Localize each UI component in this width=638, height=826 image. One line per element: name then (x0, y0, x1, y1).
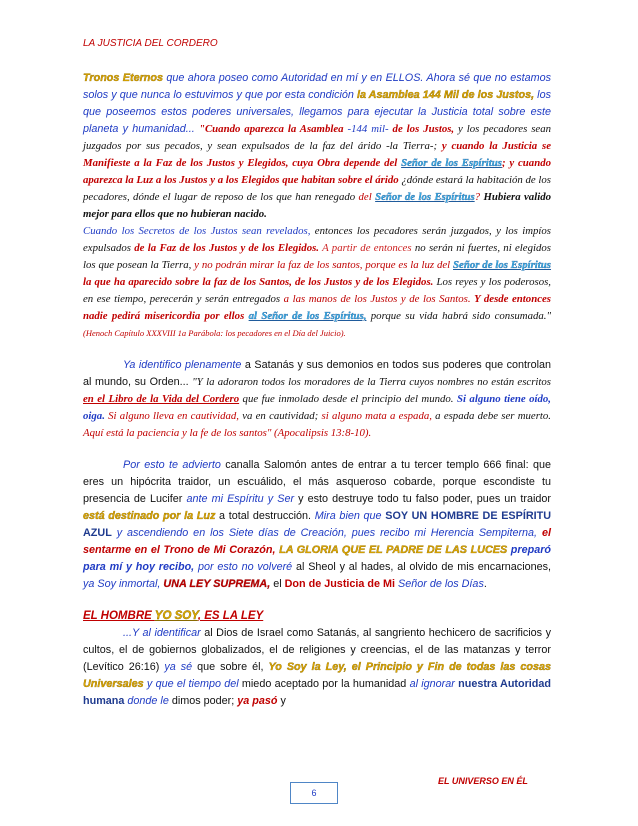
text-span: del (358, 191, 372, 203)
text-span: preparó para mí y hoy recibo, (83, 544, 551, 573)
text-span: LA GLORIA QUE EL PADRE DE LAS LUCES (279, 544, 508, 556)
text-span: al Señor de los Espíritus, (248, 310, 367, 322)
text-span: que sobre él, (192, 661, 269, 673)
text-span: Don de Justicia de Mi (284, 578, 396, 590)
text-span: y los pecadores sean juzgados por sus pecados, y sean expulsados de la faz del árido -la Tierra-; (83, 123, 552, 152)
text-span: el sentarme en el Trono de Mi Corazón, (83, 527, 551, 556)
text-span: porque su vida habrá sido consumada." (366, 310, 552, 322)
text-span: al Sheol y al hades, al olvido de mis encarnaciones, (292, 561, 552, 573)
text-span: va en cautividad; (238, 410, 322, 422)
text-span: y esto destruye todo tu falso poder, pues un traidor (294, 493, 551, 505)
text-span: Yo Soy la Ley, el Principio y Fin de todas las cosas Universales (83, 661, 552, 690)
text-span: a las manos de los Justos y de los Santos. (283, 293, 471, 305)
text-span: por esto no volveré (197, 561, 293, 573)
text-span: que ahora poseo como Autoridad en mí y en ELLOS. Ahora sé que no estamos solos y que nunca lo estuvimos y que por esta condición (83, 72, 551, 101)
text-span: miedo aceptado por la humanidad (238, 678, 410, 690)
text-span: "Y la adoraron todos los moradores de la Tierra cuyos nombres no están escritos (192, 376, 551, 388)
text-span: SOY UN HOMBRE DE ESPÍRITU AZUL (83, 510, 552, 539)
paragraph-2 (83, 357, 551, 442)
text-span: ¿dónde estará la habitación de los pecadores, dónde el lugar de reposo de los que han renegado (83, 174, 552, 203)
citation: (Henoch Capítulo XXXVIII 1a Parábola: los pecadores en el Día del Juicio). (83, 328, 346, 338)
text-span: ya pasó (237, 695, 278, 707)
text-span: ante mi Espíritu y Ser (186, 493, 295, 505)
text-span: no serán ni fuertes, ni elegidos los que posean la Tierra, (83, 242, 551, 271)
paragraph-gap (83, 593, 551, 608)
paragraph-gap (83, 342, 551, 357)
text-span: entonces los pecadores serán juzgados, y los impíos expulsados (83, 225, 552, 254)
text-span: Cuando los Secretos de los Justos sean revelados, (83, 225, 311, 237)
text-span: Por esto te advierto (123, 459, 221, 471)
text-span: Señor de los Espíritus (375, 191, 475, 203)
text-span: y que el tiempo del (143, 678, 239, 690)
text-span: ; y cuando aparezca la Luz a los Justos y a los Elegidos que habitan sobre el árido (83, 157, 551, 186)
section-heading (83, 608, 551, 625)
text-span: "Cuando aparezca la Asamblea (198, 123, 344, 135)
text-span: el (270, 578, 285, 590)
text-span: al Dios de Israel como Satanás, al sangriento hechicero de sacrificios y cultos, el de gobiernos globalizados, el de religiones y creencias, el de las matanzas y terror (Levítico 26:16) (83, 627, 552, 673)
text-span: UNA LEY SUPREMA, (163, 578, 271, 590)
text-span: de los Justos, (392, 123, 455, 135)
page-body (83, 70, 551, 710)
text-span: Si alguno lleva en cautividad, (108, 410, 239, 422)
text-span: Y desde entonces nadie pedirá misericordia por ellos (83, 293, 551, 322)
text-span: está destinado por la Luz (83, 510, 216, 522)
text-span: ya Soy inmortal, (83, 578, 161, 590)
text-span: que fue inmolado desde el principio del mundo. (239, 393, 457, 405)
text-span: la Asamblea 144 Mil de los Justos, (356, 89, 535, 101)
paragraph-gap (83, 442, 551, 457)
heading-part: , ES LA LEY (197, 610, 264, 622)
heading-part: YO SOY (154, 610, 198, 622)
page-number: 6 (290, 782, 338, 804)
text-span: la que ha aparecido sobre la faz de los Santos, de los Justos y de los Elegidos. (83, 276, 434, 288)
text-span: a espada debe ser muerto. (431, 410, 551, 422)
running-footer: EL UNIVERSO EN ÉL (438, 776, 528, 786)
text-span: a total destrucción. (215, 510, 315, 522)
text-span: Aquí está la paciencia y la fe de los santos" (Apocalipsis 13:8-10). (83, 427, 372, 439)
paragraph-1 (83, 70, 551, 342)
text-span: Los reyes y los poderosos, en ese tiempo, perecerán y serán entregados (83, 276, 551, 305)
text-span: al ignorar (409, 678, 455, 690)
text-span: y cuando la Justicia se Manifieste a la Faz de los Justos y Elegidos, cuya Obra depende del (83, 140, 551, 169)
text-span: Ya identifico plenamente (123, 359, 242, 371)
running-header: LA JUSTICIA DEL CORDERO (83, 38, 218, 49)
text-span: Señor de los Días (398, 578, 484, 590)
text-span: Señor de los Espíritus (401, 157, 502, 169)
text-span: donde le (127, 695, 169, 707)
heading-part: EL HOMBRE (83, 610, 155, 622)
paragraph-3 (83, 457, 551, 593)
text-span: Tronos Eternos (83, 72, 163, 84)
text-span: ? (474, 191, 484, 203)
text-span: dimos poder; (168, 695, 238, 707)
text-span: en el Libro de la Vida del Cordero (83, 393, 240, 405)
text-span: Hubiera valido mejor para ellos que no hubieran nacido. (83, 191, 551, 220)
text-span: ...Y al identificar (123, 627, 201, 639)
text-span: ya sé (164, 661, 193, 673)
text-span: a Satanás y sus demonios en todos sus poderes que controlan al mundo, su Orden... (83, 359, 551, 388)
text-span: canalla Salomón antes de entrar a tu tercer templo 666 final: que eres un hipócrita traidor, un escuálido, el más asqueroso cobarde, porque escondiste tu presencia de Lucifer (83, 459, 551, 505)
text-span: Si alguno tiene oído, oiga. (83, 393, 552, 422)
text-span: nuestra Autoridad humana (83, 678, 551, 707)
text-span: -144 mil- (343, 123, 393, 135)
text-span: y ascendiendo en los Siete días de Creación, pues recibo mi Herencia Sempiterna, (111, 527, 538, 539)
text-span: . (483, 578, 487, 590)
text-span: si alguno mata a espada, (321, 410, 432, 422)
text-span: A partir de entonces (319, 242, 412, 254)
text-span: los que poseemos estos poderes universales, llegamos para ejecutar la Justicia total sobre este planeta y humanidad... (83, 89, 551, 135)
paragraph-4 (83, 625, 551, 710)
text-span: Señor de los Espíritus (453, 259, 552, 271)
text-span: y (277, 695, 286, 707)
text-span: y no podrán mirar la faz de los santos, porque es la luz del (194, 259, 451, 271)
text-span: Mira bien que (314, 510, 382, 522)
text-span: de la Faz de los Justos y de los Elegidos. (134, 242, 319, 254)
